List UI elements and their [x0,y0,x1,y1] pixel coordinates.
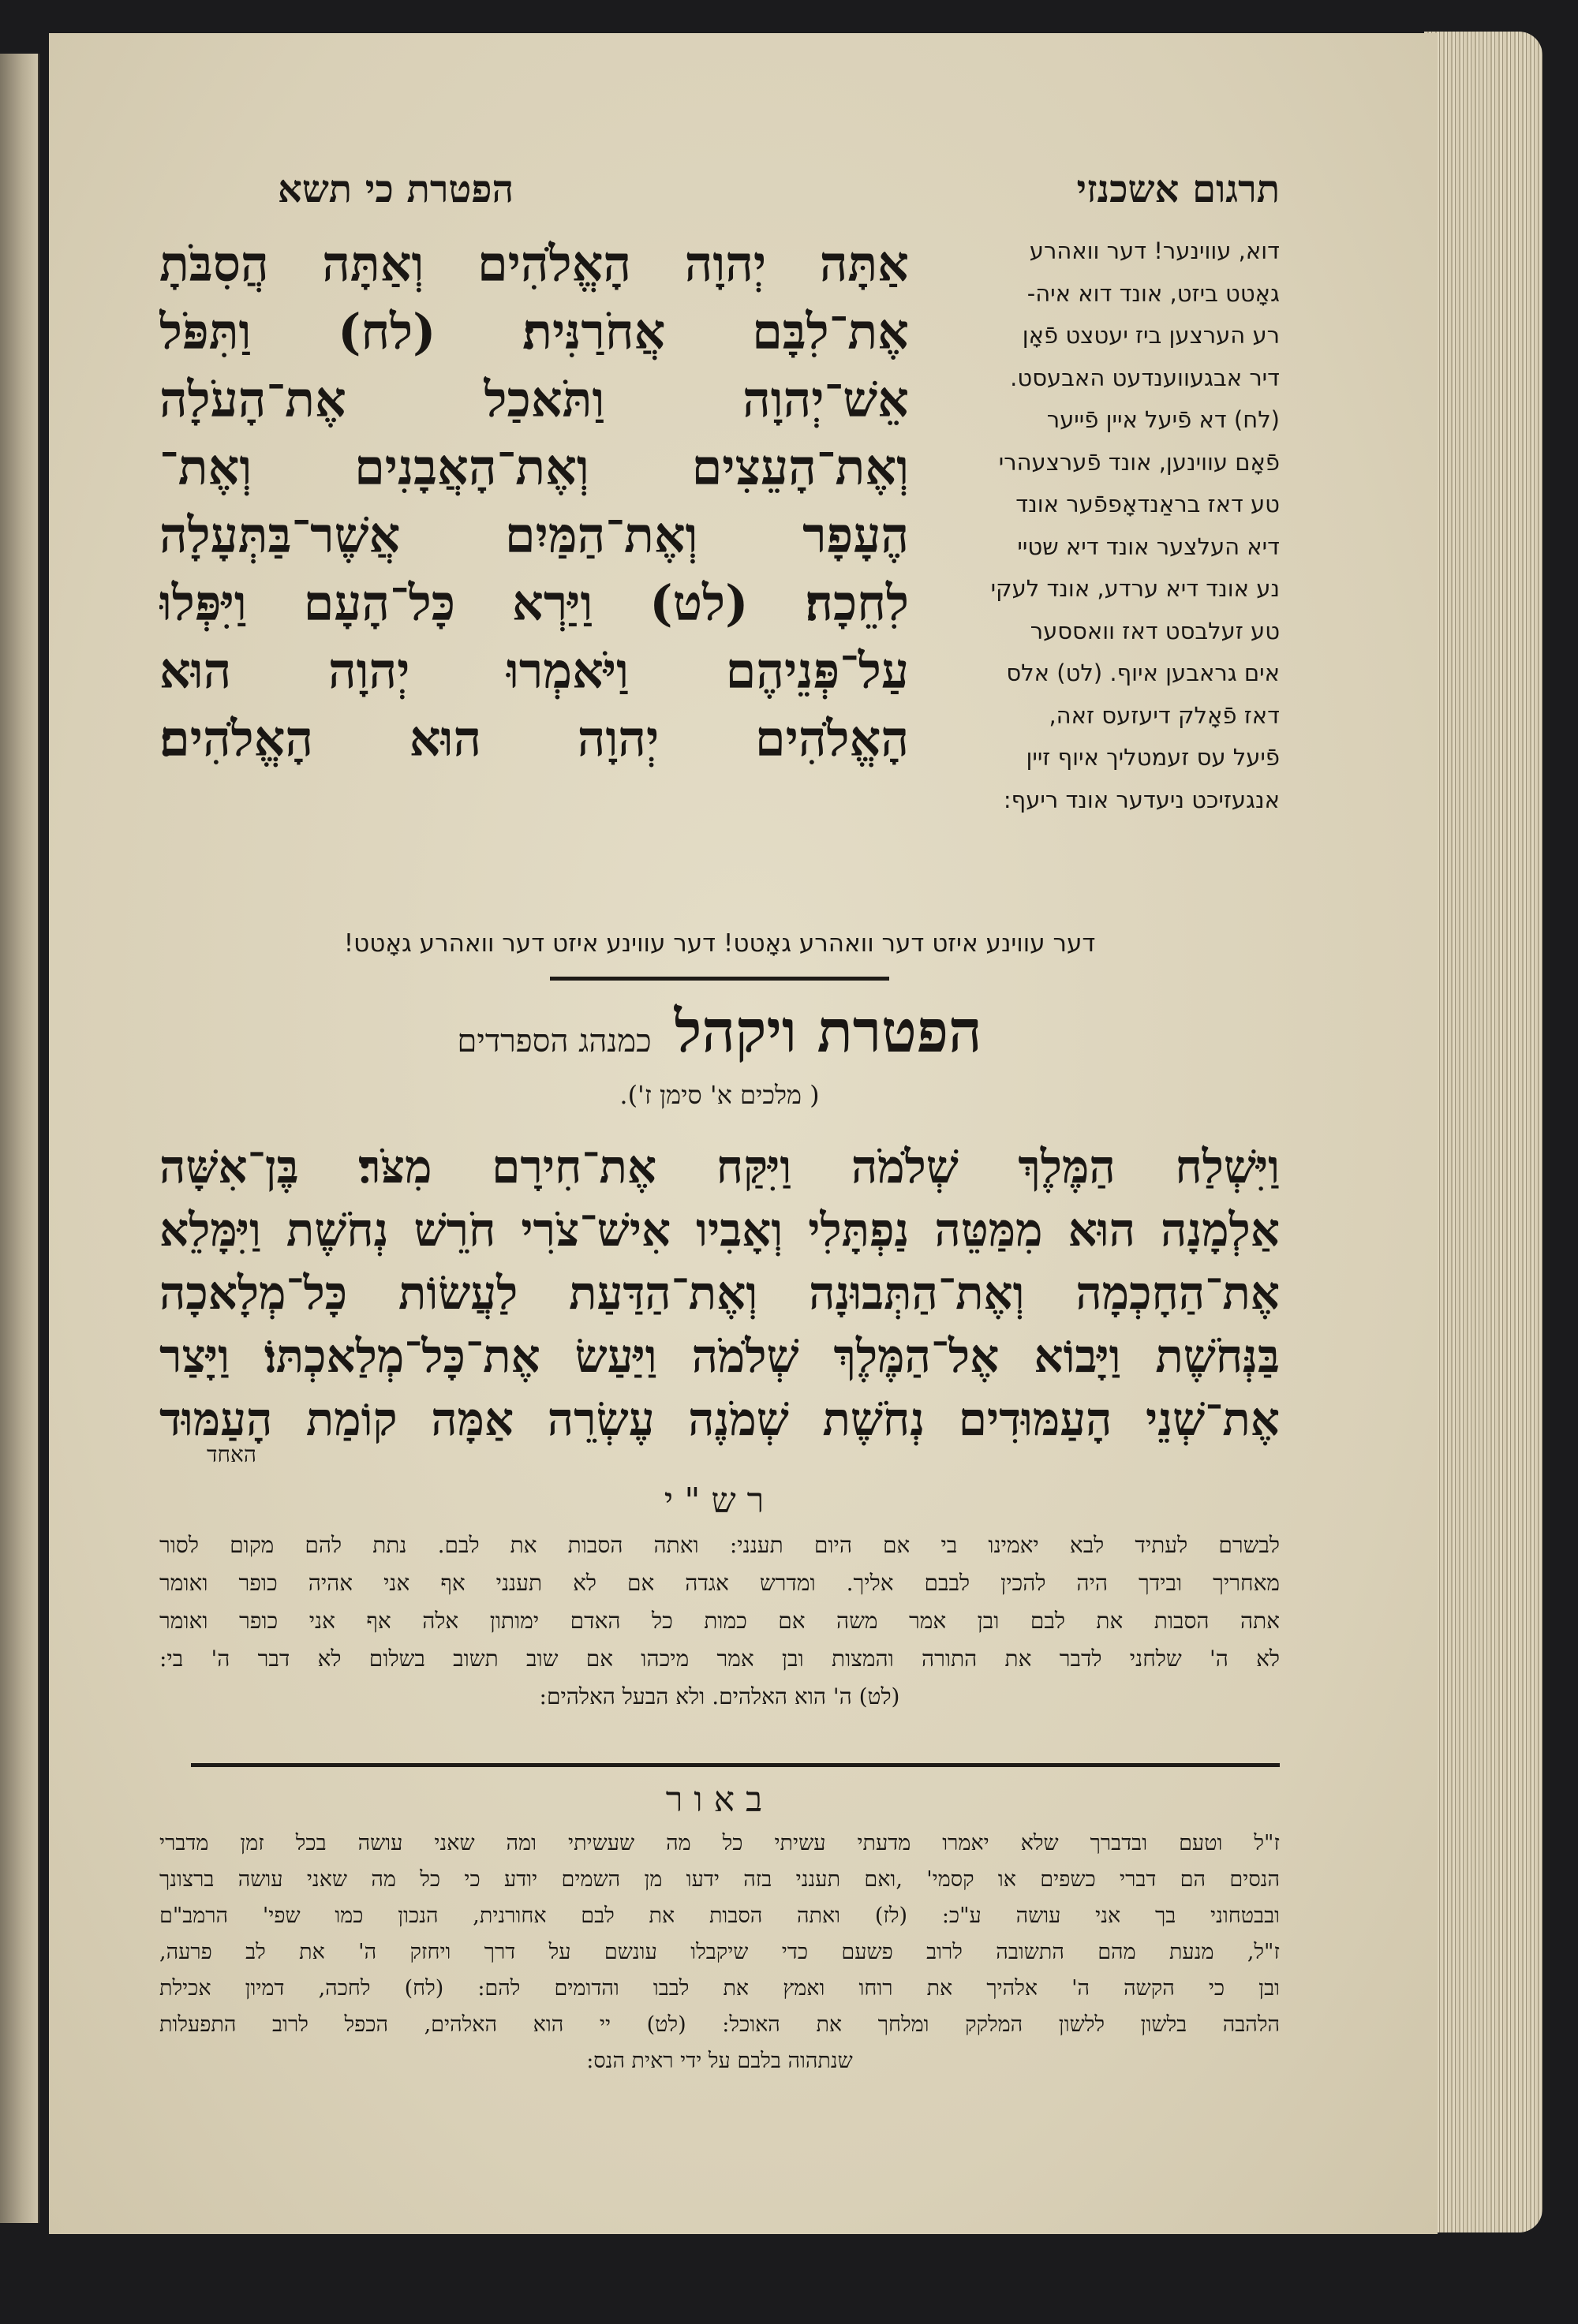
biur-line: ז"ל וטעם ובדברך שלא יאמרו מדעתי עשיתי כל מה שעשיתי ומה שאני עושה בכל זמן מדברי [159,1831,1280,1855]
hebrew-text-column [159,230,909,773]
targum-line: (לח) דא פֿיעל איין פֿייער [1046,406,1280,433]
haftarah-title-main: הפטרת ויקהל [674,998,982,1066]
running-head-left: הפטרת כי תשא [278,167,514,211]
hebrew-line: אַתָּה יְהוָה הָאֱלֹהִים וְאַתָּה הֲסִבֹּתָ [159,235,909,293]
targum-line: טע דאז בראַנדאָפפֿער אונד [1015,491,1280,517]
rashi-line: מאחריך ובידך היה להכין לבבם אליך. ומדרש אגדה אם לא תענני אף אני אהיה כופר ואומר [159,1570,1280,1596]
targum-line: אנגעזיכט ניעדער אונד ריעף: [1003,786,1280,813]
biur-commentary [159,1825,1280,2079]
targum-line: דיר אבגעווענדעט האבעסט. [1010,364,1280,391]
hebrew-line: וְאֶת־הָעֵצִים וְאֶת־הָאֲבָנִים וְאֶת־ [159,439,909,496]
hebrew-line: אֵשׁ־יְהוָה וַתֹּאכַל אֶת־הָעֹלָה [159,371,909,428]
running-head [159,167,1280,230]
book-page [49,33,1438,2234]
previous-page-edge [0,54,39,2223]
rashi-heading: רש"י [664,1481,776,1521]
hebrew-line: לִחֵכָה׃ (לט) וַיַּרְא כָּל־הָעָם וַיִּפְּלוּ [159,574,909,632]
targum-line: אים גראבען איוף. (לט) אלס [1006,659,1280,686]
hebrew-line: עַל־פְּנֵיהֶם וַיֹּאמְרוּ יְהוָה הוּא [159,642,909,700]
rashi-line: (לט) ה' הוא האלהים. ולא הבעל האלהים: [539,1683,900,1709]
targum-line: נע אונד דיא ערדע, אונד לעקי [990,575,1280,602]
targum-line: רע הערצען ביז יעטצט פֿאָן [1022,322,1280,349]
page-content [159,167,1280,2079]
commentary-divider [191,1763,1280,1767]
targum-line: טע זעלבסט דאז וואססער [1030,617,1280,645]
targum-line: פֿיעל עס זעמטליך איוף זיין [1026,744,1280,771]
haftarah-subtitle: כמנהג הספרדים [457,1023,652,1059]
rashi-line: לבשרם לעתיד לבא יאמינו בי אם היום תענני: ואתה הסבות את לבם. נתת להם מקום לסור [159,1532,1280,1558]
rashi-line: לא ה' שלחני לדבר את התורה והמצות ובן אמר מיכהו אם שוב תשוב בשלום לא דבר ה' בי: [159,1646,1280,1672]
haftarah-title [159,998,1280,1077]
verse-line: אֶת־שְׁנֵי הָעַמּוּדִים נְחֹשֶׁת שְׁמֹנֶה עֶשְׂרֵה אַמָּה קוֹמַת הָעַמּוּד [159,1392,1280,1446]
haftarah-source: ( מלכים א' סימן ז'). [619,1080,820,1110]
biur-line: ובבטחוני בך אני עושה ע"כ: (לז) ואתה הסבות את לבם אחורנית, הנכון כמו שפי' הרמב"ם [159,1904,1280,1928]
page-block-edges [1424,32,1542,2232]
biur-line: הלהבה בלשון ללשון המלקק ומלחך את האוכל: (לט) יי הוא האלהים, הכפל לרוב התפעלות [159,2012,1280,2037]
biur-heading: באור [665,1780,774,1820]
rashi-commentary [159,1526,1280,1716]
biur-line: שנתהוה בלבם על ידי ראית הנס: [586,2049,853,2073]
catchword: האחד [207,1441,256,1467]
targum-column [933,230,1280,821]
targum-line: דאז פֿאָלק דיעזעס זאה, [1049,701,1280,729]
targum-line: פֿאָם עווינען, אונד פֿערצעהרי [998,448,1280,476]
biur-line: ז"ל, מנעת מהם התשובה לרוב פשעם כדי שיקבלו עונשם על דרך ויחזק ה' את לב פרעה, [159,1940,1280,1964]
running-head-right: תרגום אשכנזי [1076,167,1280,211]
verse-line: אֶת־הַחָכְמָה וְאֶת־הַתְּבוּנָה וְאֶת־הַדַּעַת לַעֲשׂוֹת כָּל־מְלָאכָה [159,1266,1280,1320]
hebrew-line: הֶעָפָר וְאֶת־הַמַּיִם אֲשֶׁר־בַּתְּעָלָה [159,506,909,564]
targum-line: דיא העלצער אונד דיא שטיי [1017,532,1280,560]
biur-line: הנסים הם דברי כשפים או קסמי' ,ואם תענני בזה ידעו מן השמים יודע כי כל מה שאני עושה ברצונך [159,1867,1280,1892]
hebrew-line: הָאֱלֹהִים יְהוָה הוּא הָאֱלֹהִים׃ [159,710,909,768]
haftarah-verses [159,1135,1280,1451]
top-block [159,230,1280,925]
section-divider [550,977,889,981]
targum-line: גאָטט ביזט, אונד דוא איה- [1026,279,1280,307]
targum-line: דוא, עווינער! דער וואהרע [1029,237,1280,264]
verse-line: אַלְמָנָה הוּא מִמַּטֵּה נַפְתָּלִי וְאָבִיו אִישׁ־צֹרִי חֹרֵשׁ נְחֹשֶׁת וַיִּמָּלֵא [159,1203,1280,1257]
rashi-line: אתה הסבות את לבם ובן אמר משה אם כמות כל האדם ימותון אלה אף אני כופר ואומר [159,1608,1280,1634]
blessing-line: דער עווינע איזט דער וואהרע גאָטט! דער עווינע איזט דער וואהרע גאָטט! [343,929,1096,958]
hebrew-line: אֶת־לִבָּם אֲחֹרַנִּית׃ (לח) וַתִּפֹּל [159,303,909,361]
verse-line: וַיִּשְׁלַח הַמֶּלֶךְ שְׁלֹמֹה וַיִּקַּח אֶת־חִירָם מִצֹּר׃ בֶּן־אִשָּׁה [159,1140,1280,1194]
biur-line: ובן כי הקשה ה' אלהיך את רוחו ואמץ את לבבו והדומים להם: (לח) לחכה, דמיון אכילת [159,1976,1280,2001]
verse-line: בַּנְּחֹשֶׁת וַיָּבוֹא אֶל־הַמֶּלֶךְ שְׁלֹמֹה וַיַּעַשׂ אֶת־כָּל־מְלַאכְתּוֹ׃ וַיָּצַר [159,1329,1280,1383]
